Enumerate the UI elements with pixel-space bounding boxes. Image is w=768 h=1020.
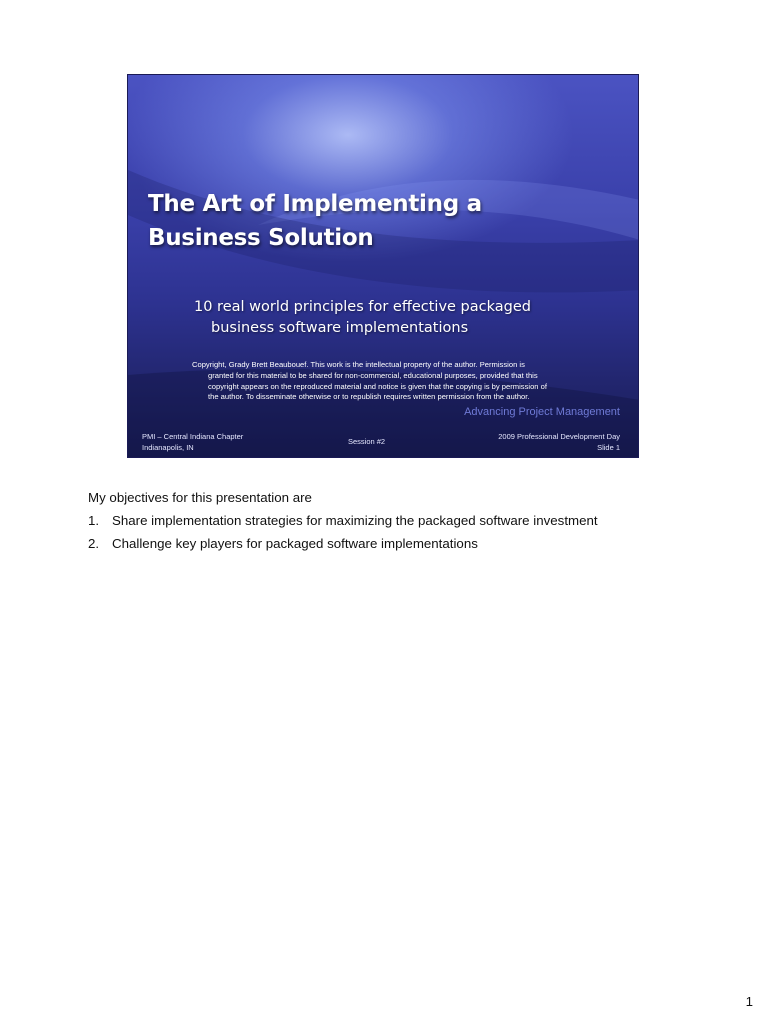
copyright-line-1: Copyright, Grady Brett Beaubouef. This work is the intellectual property of the author. Permission is: [192, 360, 525, 369]
list-item-number: 1.: [88, 513, 100, 528]
footer-event: [498, 431, 620, 453]
slide-subtitle: [194, 297, 614, 339]
slide-thumbnail: [127, 74, 639, 458]
copyright-line-4: the author. To disseminate otherwise or to republish requires written permission from the author.: [208, 392, 530, 402]
copyright-notice: [192, 360, 632, 403]
slide-title-line-2: Business Solution: [148, 225, 374, 251]
speaker-notes: [88, 486, 728, 555]
list-item: [88, 509, 728, 532]
footer-left-line-2: Indianapolis, IN: [142, 443, 194, 452]
list-item: [88, 532, 728, 555]
list-item-number: 2.: [88, 536, 100, 551]
slide-subtitle-line-2: business software implementations: [211, 320, 469, 336]
slide-tagline: Advancing Project Management: [464, 406, 620, 418]
copyright-line-2: granted for this material to be shared for non-commercial, educational purposes, provided that this: [208, 370, 538, 380]
list-item-text: Share implementation strategies for maximizing the packaged software investment: [112, 513, 598, 528]
footer-right-line-1: 2009 Professional Development Day: [498, 432, 620, 441]
list-item-text: Challenge key players for packaged software implementations: [112, 536, 478, 551]
slide-footer: [128, 428, 638, 458]
notes-heading: My objectives for this presentation are: [88, 490, 312, 505]
slide-subtitle-line-1: 10 real world principles for effective packaged: [194, 299, 531, 315]
page-number: 1: [745, 994, 753, 1009]
footer-chapter: [142, 431, 243, 453]
footer-session: Session #2: [348, 437, 386, 446]
footer-left-line-1: PMI – Central Indiana Chapter: [142, 432, 244, 441]
footer-slide-number: Slide 1: [597, 443, 620, 452]
notes-list: [88, 509, 728, 555]
slide-title: [148, 187, 608, 255]
copyright-line-3: copyright appears on the reproduced material and notice is given that the copying is by permission of: [208, 381, 547, 391]
slide-title-line-1: The Art of Implementing a: [148, 191, 482, 217]
